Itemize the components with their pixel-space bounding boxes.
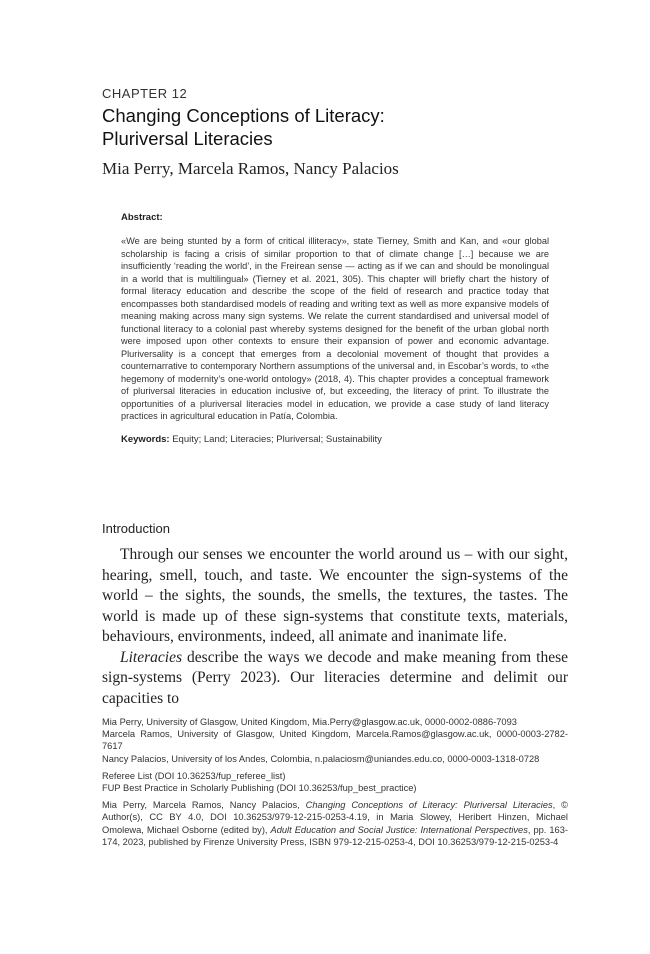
abstract-heading: Abstract: xyxy=(121,212,163,223)
body-text xyxy=(102,545,568,709)
footnote-author-1: Mia Perry, University of Glasgow, United Kingdom, Mia.Perry@glasgow.ac.uk, 0000-0002-0886-7093 xyxy=(102,717,517,727)
chapter-title xyxy=(102,104,385,150)
body-paragraph-1: Through our senses we encounter the world around us – with our sight, hearing, smell, touch, and taste. We encounter the sign-systems of the world – the sights, the sounds, the smells, the textures, the tastes. The world is made up of these sign-systems that constitute texts, materials, behaviours, environments, indeed, all animate and inanimate life. xyxy=(102,546,568,645)
footnote-citation xyxy=(102,799,568,848)
keywords-label: Keywords: xyxy=(121,433,170,445)
footnote-best-practice: FUP Best Practice in Scholarly Publishing (DOI 10.36253/fup_best_practice) xyxy=(102,783,417,794)
footnote-referee-list: Referee List (DOI 10.36253/fup_referee_list) xyxy=(102,770,286,781)
footnotes xyxy=(102,716,568,848)
chapter-title-line-1: Changing Conceptions of Literacy: xyxy=(102,105,385,126)
chapter-title-line-2: Pluriversal Literacies xyxy=(102,128,273,149)
abstract-text: «We are being stunted by a form of critical illiteracy», state Tierney, Smith and Kan, and «our global scholarship is facing a crisis of similar proportion to that of climate change […] because we are insufficiently ‘reading the world’, in the Freirean sense — acting as if we can and should be monolingual in a world that is multilingual» (Tierney et al. 2021, 305). This chapter will briefly chart the history of formal literacy education and describe the scope of the field of research and practice today that encompasses both standardised models of reading and writing text as well as more expansive models of meaning making across many sign systems. We relate the current standardised and universal model of functional literacy to a colonial past whereby systems designed for the benefit of the urban global north were imposed upon other contexts to ensure their expansion of power and economic advantage. Pluriversality is a concept that emerges from a decolonial movement of thought that provides a counternarrative to contemporary Northern assumptions of the universal and, in Escobar’s words, to «the hegemony of modernity’s one-world ontology» (2018, 4). This chapter provides a conceptual framework of pluriversal literacies in education inclusive of, but exceeding, the literacy of print. To illustrate the opportunities of a pluriversal literacies model in education, we provide a case study of land literacy practices in agricultural education in Patía, Colombia. xyxy=(121,236,549,421)
citation-details: , © Author(s), CC BY 4.0, DOI 10.36253/979-12-215-0253-4.19, in Maria Slowey, Heribert Hinzen, Michael Omolewa, Michael Osborne (edited by), xyxy=(102,800,568,835)
footnote-author-3: Nancy Palacios, University of los Andes, Colombia, n.palaciosm@uniandes.edu.co, 0000-0003-1318-0728 xyxy=(102,753,540,764)
section-heading-introduction: Introduction xyxy=(102,521,170,536)
keywords-list: Equity; Land; Literacies; Pluriversal; Sustainability xyxy=(172,433,382,445)
body-paragraph-2-text: describe the ways we decode and make meaning from these sign-systems (Perry 2023). Our literacies determine and delimit our capacities to xyxy=(102,648,568,707)
literacies-term: Literacies xyxy=(120,648,182,666)
citation-book-title: Adult Education and Social Justice: International Perspectives xyxy=(270,824,528,835)
footnote-author-2: Marcela Ramos, University of Glasgow, United Kingdom, Marcela.Ramos@glasgow.ac.uk, 0000-0003-2782-7617 xyxy=(102,729,568,752)
citation-publication: , pp. 163-174, 2023, published by Firenze University Press, ISBN 979-12-215-0253-4, DOI 10.36253/979-12-215-0253-4 xyxy=(102,824,568,847)
citation-authors: Mia Perry, Marcela Ramos, Nancy Palacios, xyxy=(102,800,306,811)
abstract-section xyxy=(121,212,549,445)
keywords-line xyxy=(121,434,549,445)
chapter-label: CHAPTER 12 xyxy=(102,86,188,101)
chapter-authors: Mia Perry, Marcela Ramos, Nancy Palacios xyxy=(102,159,399,178)
body-paragraph-2 xyxy=(102,648,568,710)
citation-chapter-title: Changing Conceptions of Literacy: Pluriversal Literacies xyxy=(305,800,553,811)
